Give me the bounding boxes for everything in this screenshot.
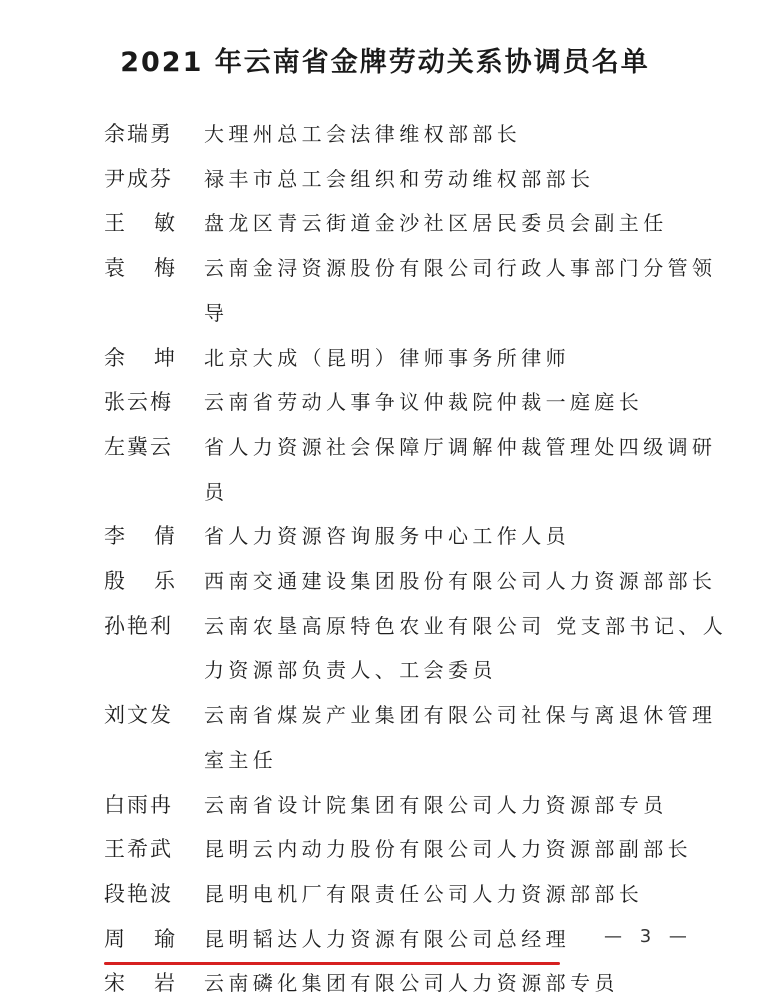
awardee-role: 西南交通建设集团股份有限公司人力资源部部长	[204, 569, 717, 594]
awardee-list	[0, 112, 770, 1006]
name-char: 梅	[154, 256, 175, 281]
list-item	[0, 872, 770, 917]
list-item	[0, 157, 770, 202]
awardee-role: 昆明云内动力股份有限公司人力资源部副部长	[204, 837, 692, 862]
name-char: 殷	[104, 569, 125, 594]
awardee-name	[0, 559, 204, 604]
name-char: 敏	[154, 211, 175, 236]
awardee-role: 昆明韬达人力资源有限公司总经理	[204, 926, 570, 951]
name-char: 宋	[104, 971, 125, 996]
awardee-name	[0, 961, 204, 1006]
awardee-name	[0, 246, 204, 291]
list-item	[0, 827, 770, 872]
awardee-role: 云南省劳动人事争议仲裁院仲裁一庭庭长	[204, 390, 644, 415]
document-title: 2021 年云南省金牌劳动关系协调员名单	[120, 47, 650, 78]
name-char: 周	[104, 926, 125, 951]
awardee-role: 盘龙区青云街道金沙社区居民委员会副主任	[204, 211, 668, 236]
awardee-role: 省人力资源咨询服务中心工作人员	[204, 524, 570, 549]
awardee-name: 白雨冉	[104, 792, 173, 817]
awardee-role: 云南磷化集团有限公司人力资源部专员	[204, 971, 619, 996]
awardee-role: 云南省煤炭产业集团有限公司社保与离退休管理室主任	[204, 703, 717, 772]
name-char: 乐	[154, 569, 175, 594]
list-item	[0, 425, 770, 514]
awardee-name	[0, 917, 204, 962]
list-item	[0, 336, 770, 381]
awardee-name	[0, 201, 204, 246]
list-item	[0, 246, 770, 335]
name-char: 坤	[154, 345, 175, 370]
list-item	[0, 961, 770, 1006]
name-char: 王	[104, 211, 125, 236]
list-item	[0, 514, 770, 559]
awardee-name: 余瑞勇	[104, 122, 173, 146]
list-item	[0, 112, 770, 157]
awardee-role: 云南金浔资源股份有限公司行政人事部门分管领导	[204, 256, 717, 325]
awardee-name: 段艳波	[104, 881, 173, 906]
awardee-role: 大理州总工会法律维权部部长	[204, 122, 522, 146]
awardee-name	[0, 336, 204, 381]
awardee-role: 云南省设计院集团有限公司人力资源部专员	[204, 792, 668, 817]
awardee-role: 云南农垦高原特色农业有限公司 党支部书记、人力资源部负责人、工会委员	[204, 613, 728, 683]
list-item	[0, 604, 770, 693]
name-char: 余	[104, 345, 125, 370]
name-char: 倩	[154, 524, 175, 549]
awardee-name: 张云梅	[104, 390, 173, 415]
list-item	[0, 559, 770, 604]
awardee-name: 孙艳利	[104, 613, 173, 638]
awardee-role: 省人力资源社会保障厅调解仲裁管理处四级调研员	[204, 434, 717, 504]
name-char: 岩	[154, 971, 175, 996]
awardee-role: 北京大成（昆明）律师事务所律师	[204, 345, 570, 370]
awardee-name: 左冀云	[104, 434, 173, 459]
list-item	[0, 783, 770, 828]
list-item	[0, 693, 770, 782]
awardee-role: 昆明电机厂有限责任公司人力资源部部长	[204, 881, 644, 906]
name-char: 李	[104, 524, 125, 549]
awardee-name: 王希武	[104, 837, 173, 862]
awardee-name	[0, 514, 204, 559]
name-char: 袁	[104, 256, 125, 281]
page-number: — 3 —	[604, 926, 693, 947]
awardee-name: 尹成芬	[104, 166, 173, 191]
awardee-role: 禄丰市总工会组织和劳动维权部部长	[204, 166, 595, 191]
name-char: 瑜	[154, 926, 175, 951]
awardee-name: 刘文发	[104, 703, 173, 728]
list-item	[0, 380, 770, 425]
list-item	[0, 201, 770, 246]
